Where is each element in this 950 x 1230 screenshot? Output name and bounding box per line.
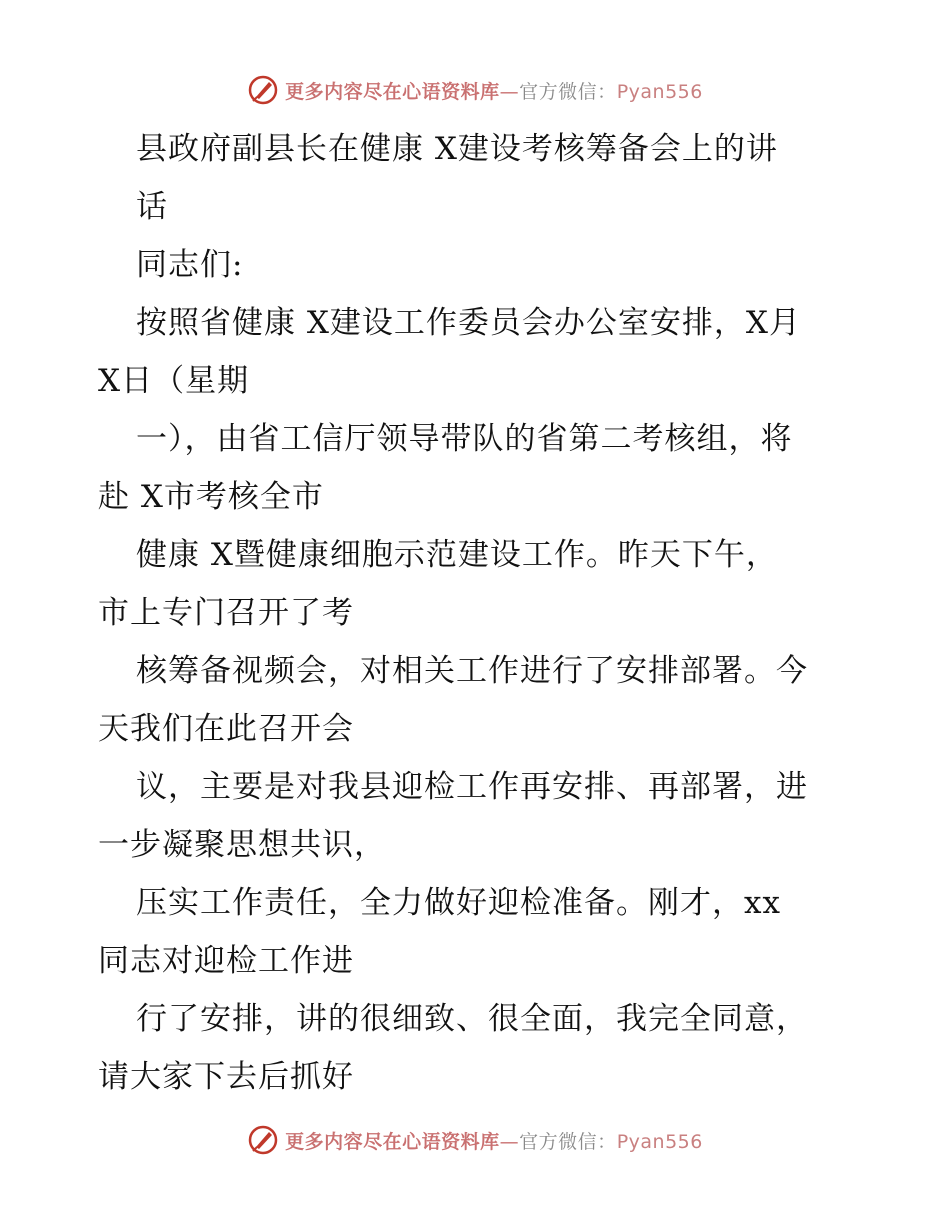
quill-logo-icon — [247, 74, 279, 106]
body-line: X日（星期 — [98, 363, 250, 399]
body-line: 核筹备视频会，对相关工作进行了安排部署。今 — [136, 653, 808, 689]
banner-main-text: 更多内容尽在心语资料库 — [285, 80, 500, 103]
document-title-line-2: 话 — [136, 189, 168, 225]
body-text — [98, 294, 868, 1106]
banner-text — [285, 77, 703, 104]
body-line: 请大家下去后抓好 — [98, 1059, 354, 1095]
header-watermark-banner — [0, 70, 950, 110]
banner-dash: — — [499, 1130, 520, 1153]
body-line: 同志对迎检工作进 — [98, 943, 354, 979]
document-body — [98, 120, 868, 1106]
banner-wechat-id: Pyan556 — [616, 80, 703, 103]
banner-label: 官方微信： — [519, 80, 617, 103]
body-line: 压实工作责任，全力做好迎检准备。刚才，xx — [136, 885, 781, 921]
body-line: 天我们在此召开会 — [98, 711, 354, 747]
body-line: 市上专门召开了考 — [98, 595, 354, 631]
footer-watermark-banner — [0, 1120, 950, 1160]
banner-dash: — — [499, 80, 520, 103]
quill-logo-icon — [247, 1124, 279, 1156]
banner-wechat-id: Pyan556 — [616, 1130, 703, 1153]
body-line: 行了安排，讲的很细致、很全面，我完全同意， — [136, 1001, 808, 1037]
body-line: 一步凝聚思想共识， — [98, 827, 386, 863]
body-line: 赴 X市考核全市 — [98, 479, 324, 515]
banner-label: 官方微信： — [519, 1130, 617, 1153]
banner-text — [285, 1127, 703, 1154]
body-line: 按照省健康 X建设工作委员会办公室安排，X月 — [136, 305, 801, 341]
body-line: 健康 X暨健康细胞示范建设工作。昨天下午， — [136, 537, 778, 573]
body-line: 一），由省工信厅领导带队的省第二考核组，将 — [136, 421, 793, 457]
banner-main-text: 更多内容尽在心语资料库 — [285, 1130, 500, 1153]
document-title-line-1: 县政府副县长在健康 X建设考核筹备会上的讲 — [136, 131, 778, 167]
body-line: 议，主要是对我县迎检工作再安排、再部署，进 — [136, 769, 808, 805]
greeting: 同志们: — [136, 247, 244, 283]
